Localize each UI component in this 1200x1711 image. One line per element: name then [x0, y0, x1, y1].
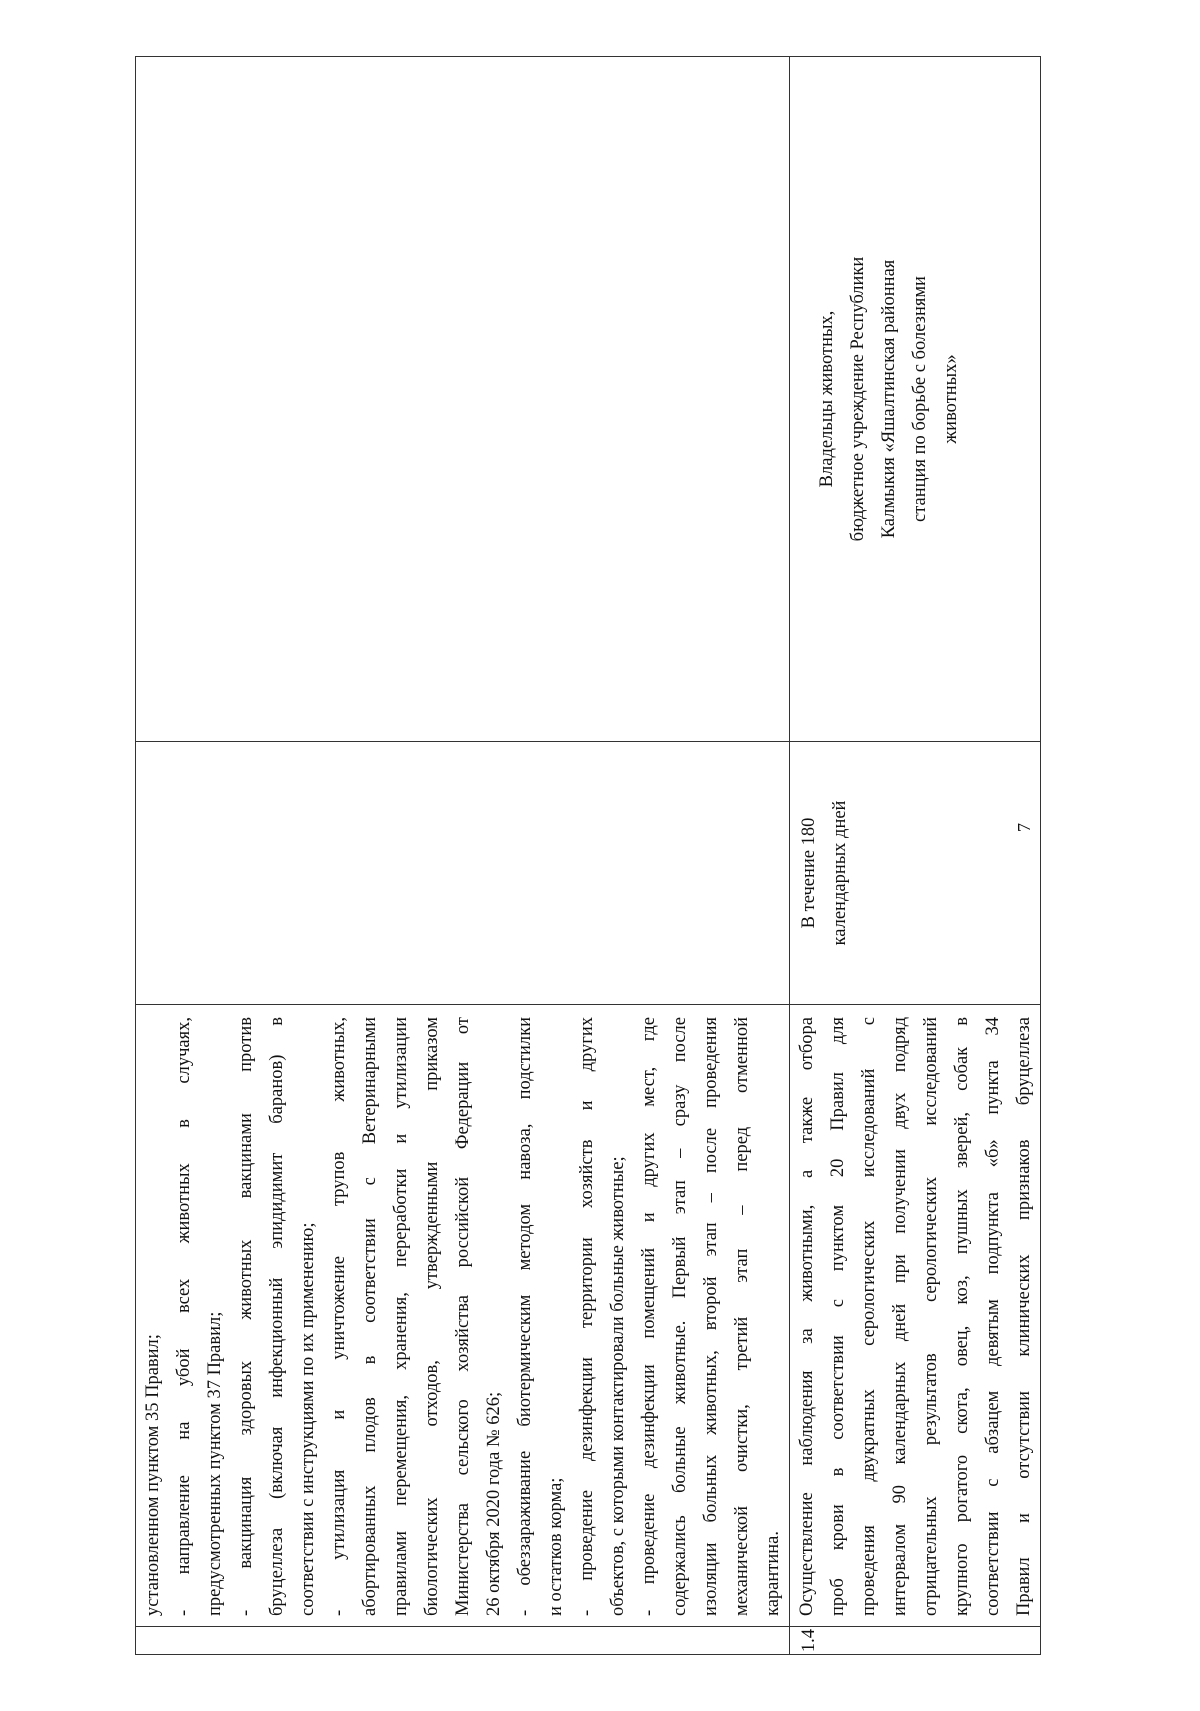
responsible-line: Владельцы животных,	[817, 310, 837, 488]
responsible-line: бюджетное учреждение Республики	[848, 256, 868, 542]
responsible-line: животных»	[941, 354, 961, 444]
action-line: бруцеллеза (включая инфекционный эпидидимит баранов) в	[267, 1017, 287, 1616]
action-line: - обеззараживание биотермическим методом навоза, подстилки	[515, 1017, 535, 1616]
action-line: - направление на убой всех животных в случаях,	[174, 1017, 194, 1616]
responsible-cell-empty	[136, 57, 790, 742]
action-line: 26 октября 2020 года № 626;	[484, 1391, 504, 1616]
term-cell-1-4	[790, 742, 1041, 1005]
action-line: и остатков корма;	[546, 1477, 566, 1616]
action-cell-1-4	[790, 1005, 1041, 1627]
action-line: механической очистки, третий этап – перед отменной	[732, 1017, 752, 1616]
row-number-cell: 1.4	[790, 1627, 1041, 1655]
term-cell-empty	[136, 742, 790, 1005]
action-line: Осуществление наблюдения за животными, а также отбора	[797, 1017, 817, 1616]
table-row-1-4	[790, 57, 1041, 1655]
action-line: - вакцинация здоровых животных вакцинами против	[236, 1017, 256, 1616]
table-row-continuation	[136, 57, 790, 1655]
responsible-line: Калмыкия «Яшалтинская районная	[879, 259, 899, 539]
action-line: абортированных плодов в соответствии с Ветеринарными	[360, 1017, 380, 1616]
row-number-cell-empty	[136, 1627, 790, 1655]
action-cell-continuation	[136, 1005, 790, 1627]
action-line: карантина.	[763, 1530, 783, 1616]
action-line: Министерства сельского хозяйства российской Федерации от	[453, 1017, 473, 1616]
action-line: предусмотренных пунктом 37 Правил;	[205, 1311, 225, 1616]
action-line: - утилизация и уничтожение трупов животных,	[329, 1017, 349, 1616]
action-line: проб крови в соответствии с пунктом 20 Правил для	[828, 1017, 848, 1616]
term-line: В течение 180	[799, 817, 819, 929]
action-line: Правил и отсутствии клинических признаков бруцеллеза	[1014, 1017, 1034, 1616]
action-line: отрицательных результатов серологических исследований	[921, 1017, 941, 1616]
action-line: крупного рогатого скота, овец, коз, пушных зверей, собак в	[952, 1017, 972, 1616]
action-line: - проведение дезинфекции территории хозяйств и других	[577, 1017, 597, 1616]
term-line: календарных дней	[830, 800, 850, 946]
action-line: интервалом 90 календарных дней при получении двух подряд	[890, 1017, 910, 1616]
action-line: объектов, с которыми контактировали больные животные;	[608, 1156, 628, 1616]
action-line: проведения двукратных серологических исследований с	[859, 1017, 879, 1616]
action-line: содержались больные животные. Первый этап – сразу после	[670, 1017, 690, 1616]
action-line: изоляции больных животных, второй этап – после проведения	[701, 1017, 721, 1616]
responsible-cell-1-4	[790, 57, 1041, 742]
action-line: установленном пунктом 35 Правил;	[143, 1334, 163, 1616]
measures-table	[135, 56, 1041, 1655]
action-line: - проведение дезинфекции помещений и других мест, где	[639, 1017, 659, 1616]
action-line: правилами перемещения, хранения, переработки и утилизации	[391, 1017, 411, 1616]
page-number: 7	[1014, 823, 1034, 832]
rotated-sheet	[135, 57, 1034, 1655]
action-line: соответствии с абзацем девятым подпункта «б» пункта 34	[983, 1017, 1003, 1616]
action-line: биологических отходов, утвержденными приказом	[422, 1017, 442, 1616]
responsible-line: станция по борьбе с болезнями	[910, 276, 930, 522]
action-line: соответствии с инструкциями по их применению;	[298, 1222, 318, 1616]
